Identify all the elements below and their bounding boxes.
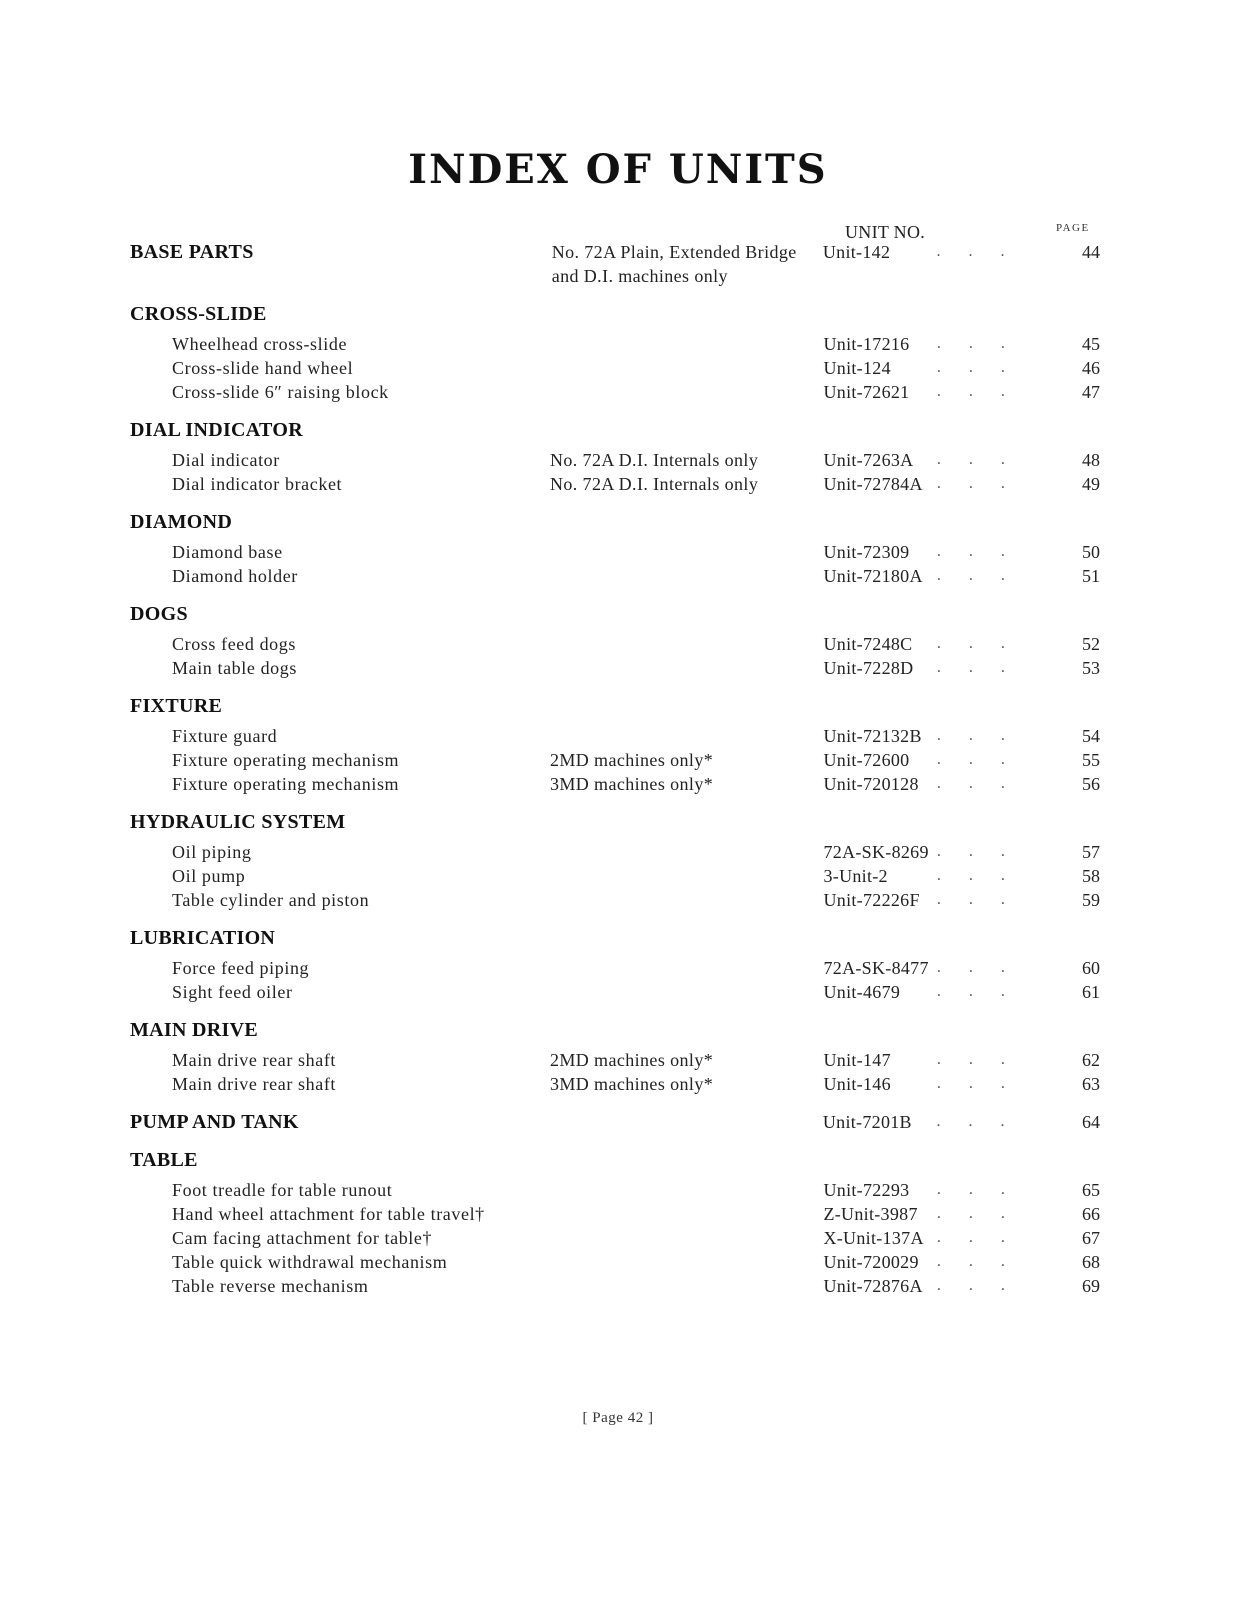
index-entry-row (130, 380, 1100, 404)
section-heading: MAIN DRIVE (130, 1019, 258, 1041)
leader-dots: . . . (936, 1229, 1017, 1246)
leader-dots: . . . (936, 751, 1017, 768)
section-items (130, 1178, 1100, 1298)
index-entry-row (130, 564, 1100, 588)
section-items (130, 632, 1100, 680)
entry-unit-number: Unit-72132B (823, 726, 922, 746)
section-items (130, 1048, 1100, 1096)
leader-dots: . . . (936, 659, 1017, 676)
entry-unit-number: Unit-147 (823, 1050, 891, 1070)
entry-label: Table reverse mechanism (172, 1276, 369, 1296)
section-header-row (130, 510, 1100, 534)
index-entry-row (130, 1226, 1100, 1250)
section-items (130, 840, 1100, 912)
entry-label: Wheelhead cross-slide (172, 334, 348, 354)
leader-dots: . . . (936, 451, 1017, 468)
leader-dots: . . . (936, 543, 1017, 560)
entry-label: Main drive rear shaft (172, 1074, 337, 1094)
entry-page-number: 58 (1081, 866, 1100, 886)
entry-label: Diamond base (172, 542, 283, 562)
entry-note: No. 72A D.I. Internals only (549, 450, 759, 470)
entry-page-number: 50 (1081, 542, 1100, 562)
entry-label: Fixture operating mechanism (172, 750, 400, 770)
section-items (130, 332, 1100, 404)
entry-label: Hand wheel attachment for table travel† (172, 1204, 485, 1224)
entry-page-number: 59 (1081, 890, 1100, 910)
entry-unit-number: Unit-720128 (823, 774, 919, 794)
section-heading: FIXTURE (130, 695, 223, 717)
entry-page-number: 60 (1081, 958, 1100, 978)
section-heading: HYDRAULIC SYSTEM (130, 811, 346, 833)
index-entry-row (130, 724, 1100, 748)
entry-label: Cross-slide hand wheel (172, 358, 354, 378)
index-section (130, 602, 1100, 680)
entry-page-number: 55 (1081, 750, 1100, 770)
index-entry-row (130, 1178, 1100, 1202)
index-section (130, 810, 1100, 912)
entry-note: 3MD machines only* (549, 774, 714, 794)
entry-unit-number: Unit-72600 (823, 750, 910, 770)
section-items (130, 540, 1100, 588)
section-header-row (130, 302, 1100, 326)
index-entry-row (130, 472, 1100, 496)
index-entry-row (130, 656, 1100, 680)
leader-dots: . . . (936, 635, 1017, 652)
entry-note: 3MD machines only* (549, 1074, 714, 1094)
entry-note: 2MD machines only* (549, 750, 714, 770)
leader-dots: . . . (936, 775, 1017, 792)
entry-unit-number: Unit-72293 (823, 1180, 910, 1200)
index-entry-row (130, 864, 1100, 888)
section-page-number: 64 (1081, 1112, 1100, 1132)
leader-dots: . . . (936, 243, 1017, 260)
entry-unit-number: Unit-124 (823, 358, 891, 378)
entry-unit-number: Unit-72180A (823, 566, 923, 586)
entry-page-number: 61 (1081, 982, 1100, 1002)
leader-dots: . . . (936, 567, 1017, 584)
entry-note: No. 72A D.I. Internals only (549, 474, 759, 494)
entry-unit-number: Unit-72621 (823, 382, 910, 402)
leader-dots: . . . (936, 891, 1017, 908)
entry-page-number: 68 (1081, 1252, 1100, 1272)
leader-dots: . . . (936, 983, 1017, 1000)
index-entry-row (130, 1250, 1100, 1274)
index-entry-row (130, 1274, 1100, 1298)
index-section (130, 1110, 1100, 1134)
index-entry-row (130, 332, 1100, 356)
entry-label: Dial indicator (172, 450, 280, 470)
page-footer: [ Page 42 ] (582, 1410, 654, 1426)
entry-label: Fixture guard (172, 726, 278, 746)
entry-page-number: 66 (1081, 1204, 1100, 1224)
entry-label: Cross-slide 6″ raising block (172, 382, 389, 402)
leader-dots: . . . (936, 383, 1017, 400)
entry-unit-number: Unit-4679 (823, 982, 901, 1002)
index-entry-row (130, 980, 1100, 1004)
section-header-row (130, 1018, 1100, 1042)
section-header-row (130, 810, 1100, 834)
leader-dots: . . . (936, 727, 1017, 744)
index-entry-row (130, 540, 1100, 564)
section-heading: DIAMOND (130, 511, 233, 533)
entry-unit-number: Unit-7263A (823, 450, 914, 470)
index-entry-row (130, 956, 1100, 980)
leader-dots: . . . (936, 867, 1017, 884)
section-heading: LUBRICATION (130, 927, 276, 949)
entry-label: Fixture operating mechanism (172, 774, 400, 794)
entry-unit-number: Unit-72876A (823, 1276, 923, 1296)
entry-page-number: 51 (1081, 566, 1100, 586)
entry-unit-number: Unit-720029 (823, 1252, 919, 1272)
index-entry-row (130, 1048, 1100, 1072)
index-entry-row (130, 888, 1100, 912)
section-header-row (130, 240, 1100, 288)
section-items (130, 956, 1100, 1004)
leader-dots: . . . (936, 335, 1017, 352)
entry-unit-number: Unit-7248C (823, 634, 913, 654)
entry-page-number: 49 (1081, 474, 1100, 494)
entry-label: Table quick withdrawal mechanism (172, 1252, 448, 1272)
index-entry-row (130, 632, 1100, 656)
entry-unit-number: Unit-17216 (823, 334, 910, 354)
entry-page-number: 56 (1081, 774, 1100, 794)
section-header-row (130, 418, 1100, 442)
index-entry-row (130, 448, 1100, 472)
entry-page-number: 48 (1081, 450, 1100, 470)
leader-dots: . . . (936, 1051, 1017, 1068)
index-entry-row (130, 772, 1100, 796)
section-unit-number: Unit-142 (822, 242, 891, 262)
entry-unit-number: X-Unit-137A (823, 1228, 924, 1248)
index-section (130, 1018, 1100, 1096)
leader-dots: . . . (936, 1277, 1017, 1294)
page-column-header: PAGE (1056, 222, 1090, 234)
index-section (130, 694, 1100, 796)
entry-unit-number: 72A-SK-8269 (823, 842, 929, 862)
section-heading: CROSS-SLIDE (130, 303, 267, 325)
entry-label: Cam facing attachment for table† (172, 1228, 433, 1248)
section-unit-number: Unit-7201B (822, 1112, 912, 1132)
section-header-row (130, 926, 1100, 950)
entry-unit-number: Unit-72784A (823, 474, 923, 494)
section-page-number: 44 (1081, 242, 1100, 262)
entry-page-number: 52 (1081, 634, 1100, 654)
leader-dots: . . . (936, 1113, 1017, 1130)
index-entry-row (130, 840, 1100, 864)
section-note: No. 72A Plain, Extended Bridge and D.I. machines only (551, 242, 797, 286)
section-header-row (130, 1148, 1100, 1172)
entry-page-number: 63 (1081, 1074, 1100, 1094)
section-items (130, 448, 1100, 496)
entry-page-number: 45 (1081, 334, 1100, 354)
section-heading: PUMP AND TANK (130, 1111, 299, 1133)
entry-label: Foot treadle for table runout (172, 1180, 393, 1200)
entry-unit-number: Z-Unit-3987 (823, 1204, 918, 1224)
entry-page-number: 53 (1081, 658, 1100, 678)
section-heading: DIAL INDICATOR (130, 419, 303, 441)
entry-label: Cross feed dogs (172, 634, 296, 654)
entry-page-number: 54 (1081, 726, 1100, 746)
page-title: INDEX OF UNITS (408, 146, 828, 193)
leader-dots: . . . (936, 1253, 1017, 1270)
entry-unit-number: 72A-SK-8477 (823, 958, 929, 978)
entry-unit-number: Unit-7228D (823, 658, 914, 678)
entry-label: Oil piping (172, 842, 252, 862)
entry-page-number: 62 (1081, 1050, 1100, 1070)
leader-dots: . . . (936, 1075, 1017, 1092)
entry-page-number: 47 (1081, 382, 1100, 402)
entry-label: Table cylinder and piston (172, 890, 370, 910)
entry-label: Oil pump (172, 866, 246, 886)
unit-no-column-header: UNIT NO. (845, 222, 926, 242)
leader-dots: . . . (936, 1205, 1017, 1222)
entry-page-number: 65 (1081, 1180, 1100, 1200)
entry-label: Sight feed oiler (172, 982, 293, 1002)
entry-label: Diamond holder (172, 566, 298, 586)
index-entry-row (130, 1202, 1100, 1226)
leader-dots: . . . (936, 843, 1017, 860)
index-section (130, 1148, 1100, 1298)
entry-page-number: 57 (1081, 842, 1100, 862)
entry-unit-number: Unit-146 (823, 1074, 891, 1094)
section-header-row (130, 694, 1100, 718)
leader-dots: . . . (936, 475, 1017, 492)
index-entry-row (130, 1072, 1100, 1096)
section-items (130, 724, 1100, 796)
leader-dots: . . . (936, 959, 1017, 976)
index-entry-row (130, 748, 1100, 772)
leader-dots: . . . (936, 359, 1017, 376)
section-heading: BASE PARTS (130, 241, 254, 263)
entry-note: 2MD machines only* (549, 1050, 714, 1070)
index-list (130, 240, 1100, 1312)
leader-dots: . . . (936, 1181, 1017, 1198)
section-heading: TABLE (130, 1149, 198, 1171)
index-section (130, 240, 1100, 288)
entry-unit-number: 3-Unit-2 (823, 866, 888, 886)
entry-page-number: 46 (1081, 358, 1100, 378)
section-header-row (130, 602, 1100, 626)
entry-label: Main drive rear shaft (172, 1050, 337, 1070)
section-heading: DOGS (130, 603, 188, 625)
entry-label: Main table dogs (172, 658, 297, 678)
index-section (130, 302, 1100, 404)
index-section (130, 418, 1100, 496)
entry-label: Force feed piping (172, 958, 310, 978)
entry-page-number: 69 (1081, 1276, 1100, 1296)
entry-page-number: 67 (1081, 1228, 1100, 1248)
index-entry-row (130, 356, 1100, 380)
section-header-row (130, 1110, 1100, 1134)
entry-label: Dial indicator bracket (172, 474, 343, 494)
entry-unit-number: Unit-72309 (823, 542, 910, 562)
entry-unit-number: Unit-72226F (823, 890, 920, 910)
index-section (130, 510, 1100, 588)
index-section (130, 926, 1100, 1004)
